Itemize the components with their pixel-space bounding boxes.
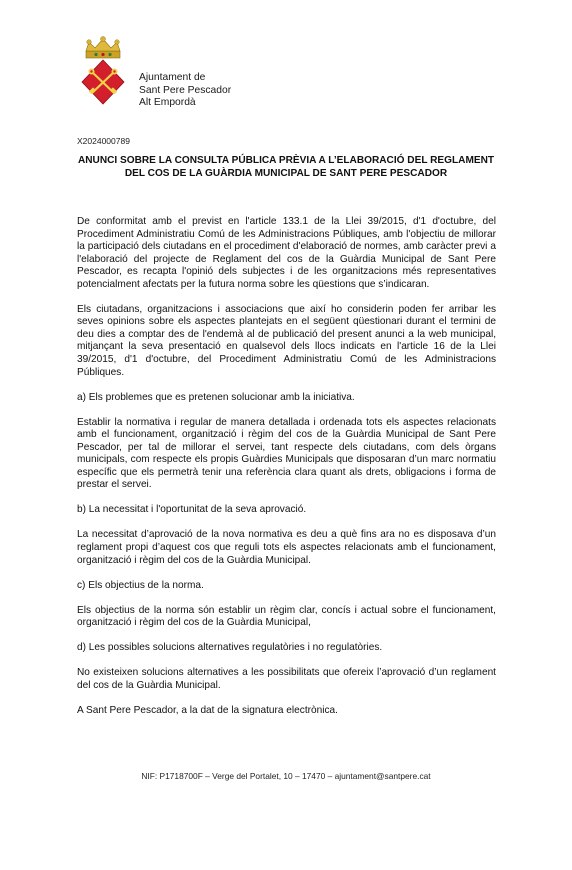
org-line-1: Ajuntament de — [139, 72, 206, 83]
shield-icon — [82, 60, 124, 104]
question-b: b) La necessitat i l'oportunitat de la seva aprovació. — [77, 504, 307, 516]
paragraph-intro: De conformitat amb el previst en l'article 133.1 de la Llei 39/2015, d'1 d'octubre, del Procediment Administratiu Comú de les Administracions Públiques, amb l'objectiu de millorar la participació dels ciutadans en el procediment d'elaboració de normes, amb caràcter previ a l'elaboració del projecte de Reglament del cos de la Guàrdia Municipal de Sant Pere Pescador, es recapta l'opinió dels subjectes i de les organitzacions més representatives potencialment afectats per la futura norma sobre les qüestions que s’indicaran. — [77, 216, 496, 290]
document-body — [77, 216, 496, 730]
question-a: a) Els problemes que es pretenen solucionar amb la iniciativa. — [77, 391, 355, 403]
org-line-2: Sant Pere Pescador — [139, 84, 232, 96]
question-d: d) Les possibles solucions alternatives regulatòries i no regulatòries. — [77, 642, 383, 654]
paragraph-participation: Els ciutadans, organitzacions i associacions que així ho considerin poden fer arribar les seves opinions sobre els aspectes plantejats en el següent qüestionari durant el termini de deu dies a comptar des de l'endemà al de publicació del present anunci a la web municipal, mitjançant la seva presentació en qualsevol dels llocs indicats en l'article 16 de la Llei 39/2015, d'1 d'octubre, del Procediment Administratiu Comú de les Administracions Públiques. — [77, 303, 496, 378]
crown-icon — [86, 37, 120, 59]
document-title: ANUNCI SOBRE LA CONSULTA PÚBLICA PRÈVIA A L’ELABORACIÓ DEL REGLAMENT DEL COS DE LA GUÀRDIA MUNICIPAL DE SANT PERE PESCADOR — [77, 155, 495, 179]
org-line-3: Alt Empordà — [139, 97, 196, 108]
answer-b: La necessitat d’aprovació de la nova normativa es deu a què fins ara no es disposava d’un reglament propi d’aquest cos que reguli tots els aspectes relacionats amb el funcionament, organització i règim del cos de la Guàrdia Municipal. — [77, 529, 496, 566]
answer-c: Els objectius de la norma són establir un règim clar, concís i actual sobre el funcionament, organització i règim del cos de la Guàrdia Municipal, — [77, 604, 496, 629]
organization-name — [139, 72, 231, 110]
signature-line: A Sant Pere Pescador, a la dat de la signatura electrònica. — [77, 704, 338, 716]
answer-a: Establir la normativa i regular de manera detallada i ordenada tots els aspectes relacionats amb el funcionament, organització i règim del cos de la Guàrdia Municipal de Sant Pere Pescador, per tal de millorar el servei, tant respecte dels ciutadans, com dels òrgans municipals, com respecte els propis Guàrdies Municipals que disposaran d’un marc normatiu específic que els permetrà tenir una referència clara quant als drets, obligacions i forma de prestar el servei. — [77, 416, 496, 491]
document-reference: X2024000789 — [77, 136, 130, 146]
answer-d: No existeixen solucions alternatives a les possibilitats que ofereix l’aprovació d’un reglament del cos de la Guàrdia Municipal. — [77, 667, 496, 691]
coat-of-arms-logo — [80, 36, 126, 106]
page-footer: NIF: P1718700F – Verge del Portalet, 10 – 17470 – ajuntament@santpere.cat — [141, 771, 431, 781]
question-c: c) Els objectius de la norma. — [77, 579, 204, 591]
